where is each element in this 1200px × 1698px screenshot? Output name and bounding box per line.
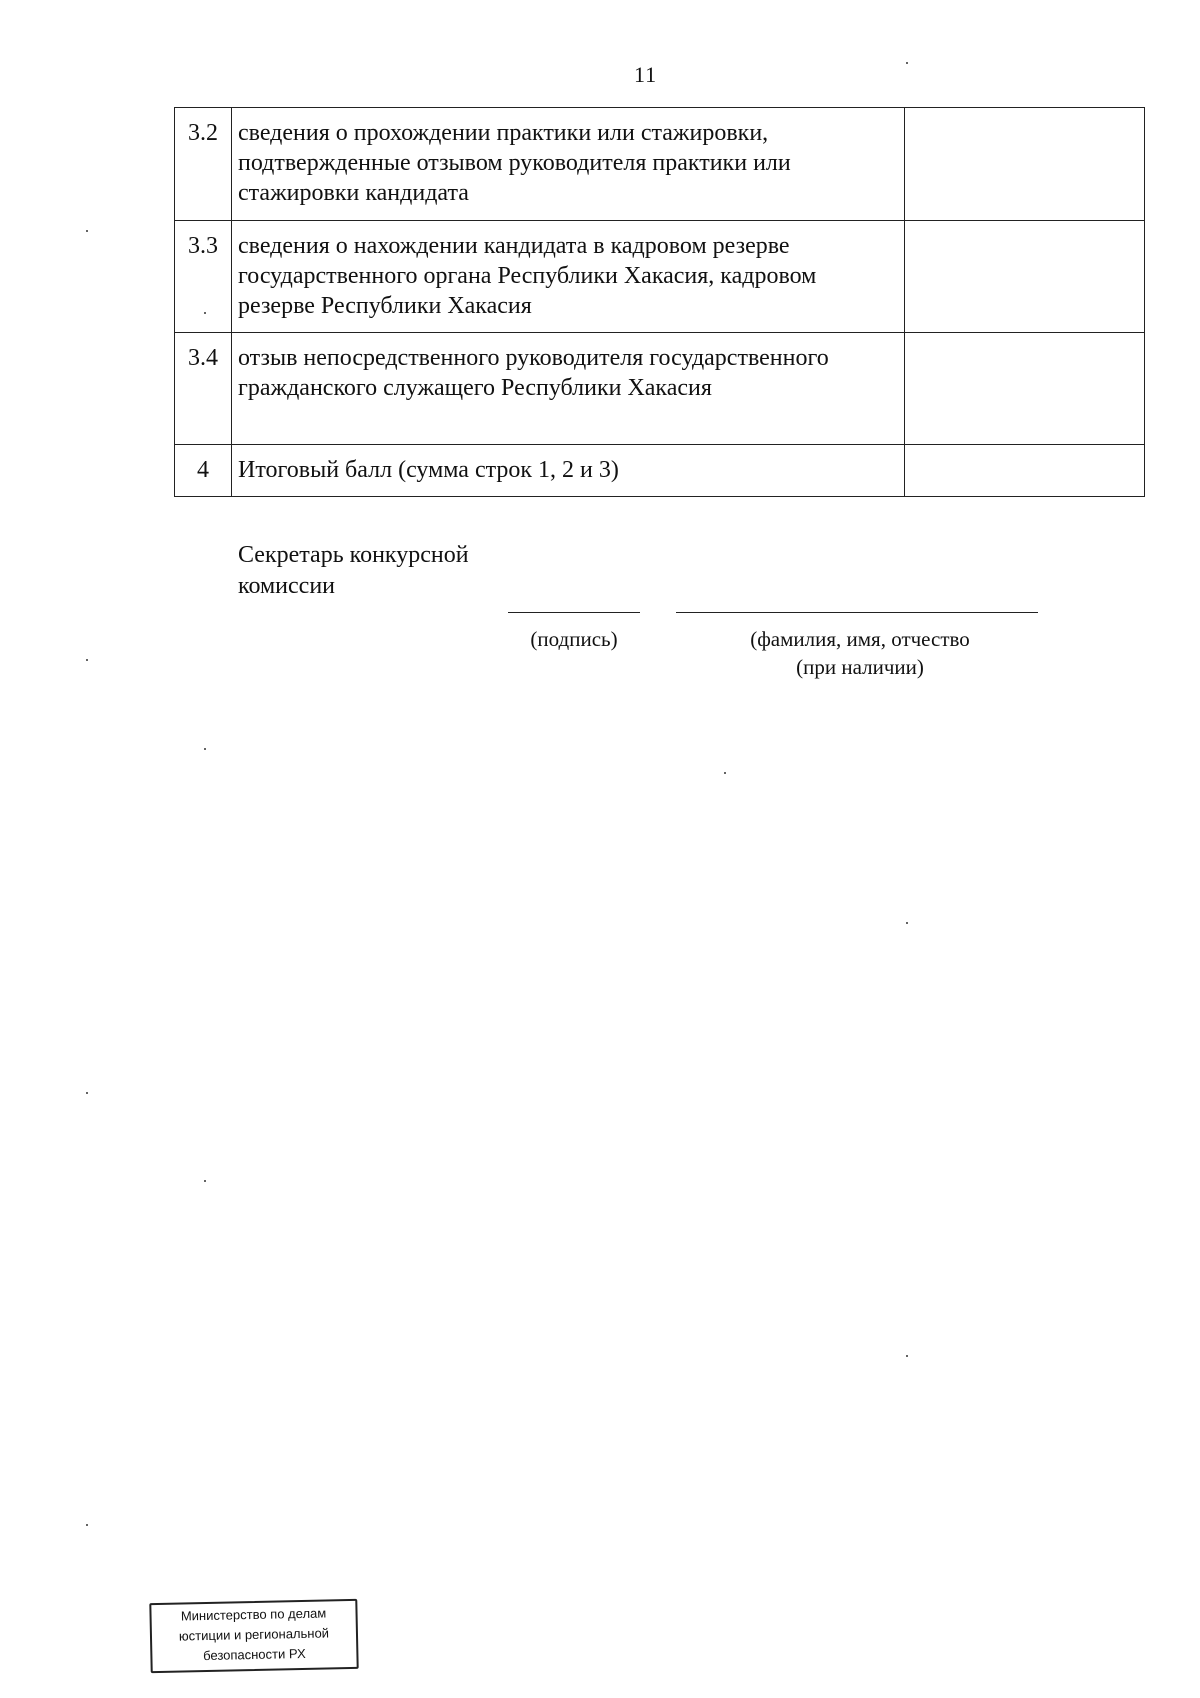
- full-name-caption: [700, 625, 1020, 681]
- signature-line: [508, 612, 640, 613]
- row-score-cell: [905, 221, 1145, 333]
- row-number: 3.4: [175, 333, 232, 445]
- row-score-cell: [905, 445, 1145, 497]
- scan-speck: [86, 230, 88, 232]
- table-row: [175, 221, 1145, 333]
- row-number: 4: [175, 445, 232, 497]
- scan-speck: [724, 772, 726, 774]
- ministry-stamp: [149, 1599, 358, 1673]
- secretary-role-line: Секретарь конкурсной: [238, 542, 469, 568]
- stamp-line: юстиции и региональной: [178, 1625, 330, 1644]
- scan-speck: [204, 1180, 206, 1182]
- table-row: [175, 108, 1145, 221]
- secretary-role-line: комиссии: [238, 573, 336, 599]
- row-description: Итоговый балл (сумма строк 1, 2 и 3): [232, 445, 905, 497]
- criteria-table: [174, 107, 1145, 497]
- scan-speck: [86, 1092, 88, 1094]
- row-number: 3.3: [175, 221, 232, 333]
- signature-caption: (подпись): [530, 627, 618, 651]
- table-row: [175, 333, 1145, 445]
- scan-speck: [204, 748, 206, 750]
- scan-speck: [906, 1355, 908, 1357]
- row-number: 3.2: [175, 108, 232, 221]
- table-row-total: [175, 445, 1145, 497]
- full-name-line: [676, 612, 1038, 613]
- full-name-caption-line: (фамилия, имя, отчество: [750, 627, 970, 651]
- stamp-line: Министерство по делам: [180, 1605, 327, 1624]
- page-number: 11: [634, 62, 658, 87]
- row-description: отзыв непосредственного руководителя государственного гражданского служащего Республики Хакасия: [232, 333, 905, 445]
- row-description: сведения о прохождении практики или стажировки, подтвержденные отзывом руководителя практики или стажировки кандидата: [232, 108, 905, 221]
- scan-speck: [86, 1524, 88, 1526]
- stamp-line: безопасности РХ: [202, 1645, 306, 1664]
- full-name-caption-line: (при наличии): [796, 655, 924, 679]
- row-description: сведения о нахождении кандидата в кадровом резерве государственного органа Республики Хакасия, кадровом резерве Республики Хакасия: [232, 221, 905, 333]
- scan-speck: [906, 62, 908, 64]
- scan-speck: [204, 312, 206, 314]
- scan-speck: [86, 659, 88, 661]
- secretary-role-label: [238, 540, 469, 602]
- scan-speck: [906, 922, 908, 924]
- row-score-cell: [905, 333, 1145, 445]
- row-score-cell: [905, 108, 1145, 221]
